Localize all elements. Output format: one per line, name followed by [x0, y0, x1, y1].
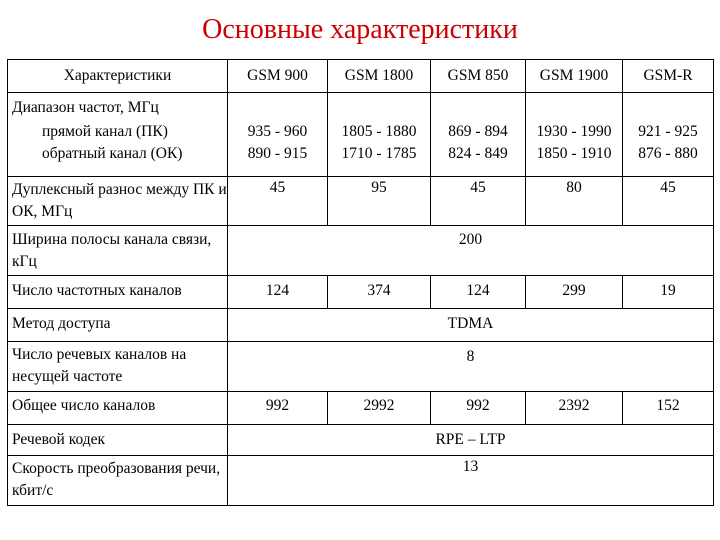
row-label: Число речевых каналов на несущей частоте	[8, 342, 228, 392]
table-cell: RPE – LTP	[228, 425, 714, 456]
freq-reverse-label: обратный канал (ОК)	[42, 145, 183, 162]
table-cell: 80	[526, 177, 623, 226]
table-row	[8, 276, 714, 309]
table-row	[8, 177, 714, 226]
row-label: Скорость преобразования речи, кбит/с	[8, 456, 228, 506]
table-row	[8, 226, 714, 276]
table-cell: 45	[623, 177, 714, 226]
table-cell: 124	[431, 276, 526, 309]
table-cell: 8	[228, 342, 714, 392]
table-row	[8, 309, 714, 342]
table-cell: 152	[623, 392, 714, 425]
table-cell: 45	[228, 177, 328, 226]
table-row	[8, 392, 714, 425]
table-cell: 374	[328, 276, 431, 309]
row-label: Метод доступа	[8, 309, 228, 342]
header-row	[8, 60, 714, 93]
table-cell: 921 - 925 876 - 880	[623, 93, 714, 177]
table-cell: 200	[228, 226, 714, 276]
row-label: Число частотных каналов	[8, 276, 228, 309]
table-row	[8, 93, 714, 177]
table-cell: 19	[623, 276, 714, 309]
table-cell: 1930 - 1990 1850 - 1910	[526, 93, 623, 177]
table-cell: 992	[431, 392, 526, 425]
freq-label: Диапазон частот, МГц	[12, 99, 159, 116]
table-row	[8, 425, 714, 456]
header-cell: Характеристики	[8, 60, 228, 93]
table-row	[8, 456, 714, 506]
table-cell: 124	[228, 276, 328, 309]
table-cell: 2992	[328, 392, 431, 425]
header-cell: GSM 1800	[328, 60, 431, 93]
table-cell: 45	[431, 177, 526, 226]
header-cell: GSM 1900	[526, 60, 623, 93]
table-cell: 1805 - 1880 1710 - 1785	[328, 93, 431, 177]
row-label	[8, 93, 228, 177]
slide-title: Основные характеристики	[202, 14, 518, 45]
table-cell: 992	[228, 392, 328, 425]
table-cell: 935 - 960 890 - 915	[228, 93, 328, 177]
table-cell: 299	[526, 276, 623, 309]
freq-forward-label: прямой канал (ПК)	[42, 123, 168, 140]
table-cell: 95	[328, 177, 431, 226]
table-cell: 869 - 894 824 - 849	[431, 93, 526, 177]
header-cell: GSM-R	[623, 60, 714, 93]
table-row	[8, 342, 714, 392]
table-cell: TDMA	[228, 309, 714, 342]
table-cell: 13	[228, 456, 714, 506]
characteristics-table	[7, 59, 714, 506]
row-label: Ширина полосы канала связи, кГц	[8, 226, 228, 276]
row-label: Речевой кодек	[8, 425, 228, 456]
header-cell: GSM 900	[228, 60, 328, 93]
row-label: Дуплексный разнос между ПК и ОК, МГц	[8, 177, 228, 226]
table-cell: 2392	[526, 392, 623, 425]
row-label: Общее число каналов	[8, 392, 228, 425]
header-cell: GSM 850	[431, 60, 526, 93]
